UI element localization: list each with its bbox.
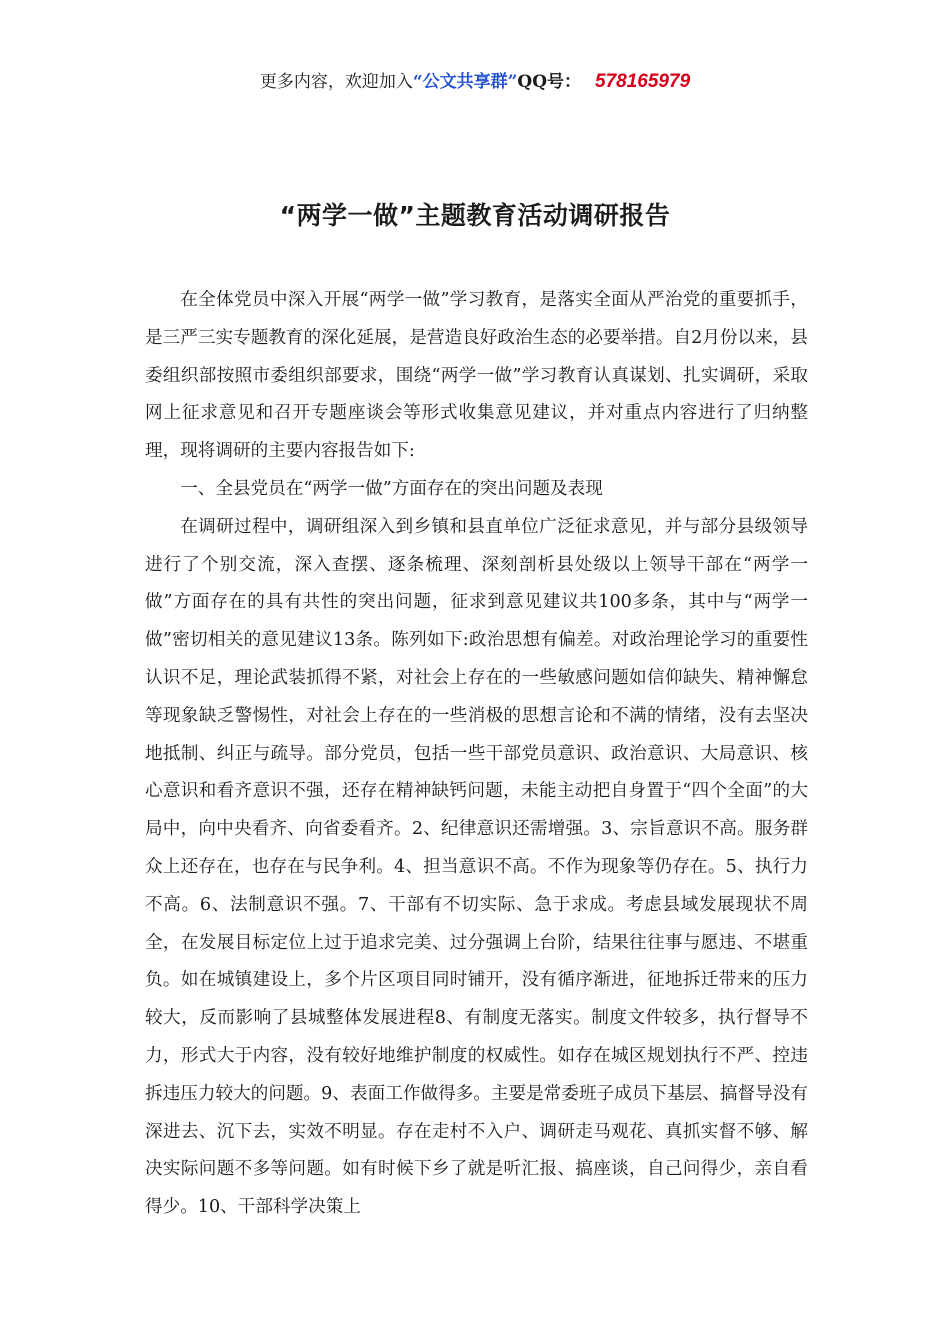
document-title: “两学一做”主题教育活动调研报告 xyxy=(279,201,671,230)
qq-label: QQ号： xyxy=(517,72,582,92)
findings-paragraph: 在调研过程中，调研组深入到乡镇和县直单位广泛征求意见，并与部分县级领导进行了个别交流，深入查摆、逐条梳理、深刻剖析县处级以上领导干部在“两学一做”方面存在的具有共性的突出问题，征求到意见建议共100多条，其中与“两学一做”密切相关的意见建议13条。陈列如下:政治思想有偏差。对政治理论学习的重要性认识不足，理论武装抓得不紧，对社会上存在的一些敏感问题如信仰缺失、精神懈怠等现象缺乏警惕性，对社会上存在的一些消极的思想言论和不满的情绪，没有去坚决地抵制、纠正与疏导。部分党员，包括一些干部党员意识、政治意识、大局意识、核心意识和看齐意识不强，还存在精神缺钙问题，未能主动把自身置于“四个全面”的大局中，向中央看齐、向省委看齐。2、纪律意识还需增强。3、宗旨意识不高。服务群众上还存在，也存在与民争利。4、担当意识不高。不作为现象等仍存在。5、执行力不高。6、法制意识不强。7、干部有不切实际、急于求成。考虑县域发展现状不周全，在发展目标定位上过于追求完美、过分强调上台阶，结果往往事与愿违、不堪重负。如在城镇建设上，多个片区项目同时铺开，没有循序渐进，征地拆迁带来的压力较大，反而影响了县城整体发展进程8、有制度无落实。制度文件较多，执行督导不力，形式大于内容，没有较好地维护制度的权威性。如存在城区规划执行不严、控违拆违压力较大的问题。9、表面工作做得多。主要是常委班子成员下基层、搞督导没有深进去、沉下去，实效不明显。存在走村不入户、调研走马观花、真抓实督不够、解决实际问题不多等问题。如有时候下乡了就是听汇报、搞座谈，自己问得少，亲自看得少。10、干部科学决策上 xyxy=(145,516,808,1218)
qq-number: 578165979 xyxy=(595,71,691,92)
document-body xyxy=(145,282,808,1227)
promo-header xyxy=(0,68,950,96)
group-name: “公文共享群” xyxy=(412,72,518,92)
promo-prefix: 更多内容，欢迎加入 xyxy=(259,72,413,92)
section-heading: 一、全县党员在“两学一做”方面存在的突出问题及表现 xyxy=(180,478,603,499)
intro-paragraph: 在全体党员中深入开展“两学一做”学习教育，是落实全面从严治党的重要抓手，是三严三实专题教育的深化延展，是营造良好政治生态的必要举措。自2月份以来，县委组织部按照市委组织部要求，围绕“两学一做”学习教育认真谋划、扎实调研，采取网上征求意见和召开专题座谈会等形式收集意见建议，并对重点内容进行了归纳整理，现将调研的主要内容报告如下: xyxy=(145,290,808,462)
